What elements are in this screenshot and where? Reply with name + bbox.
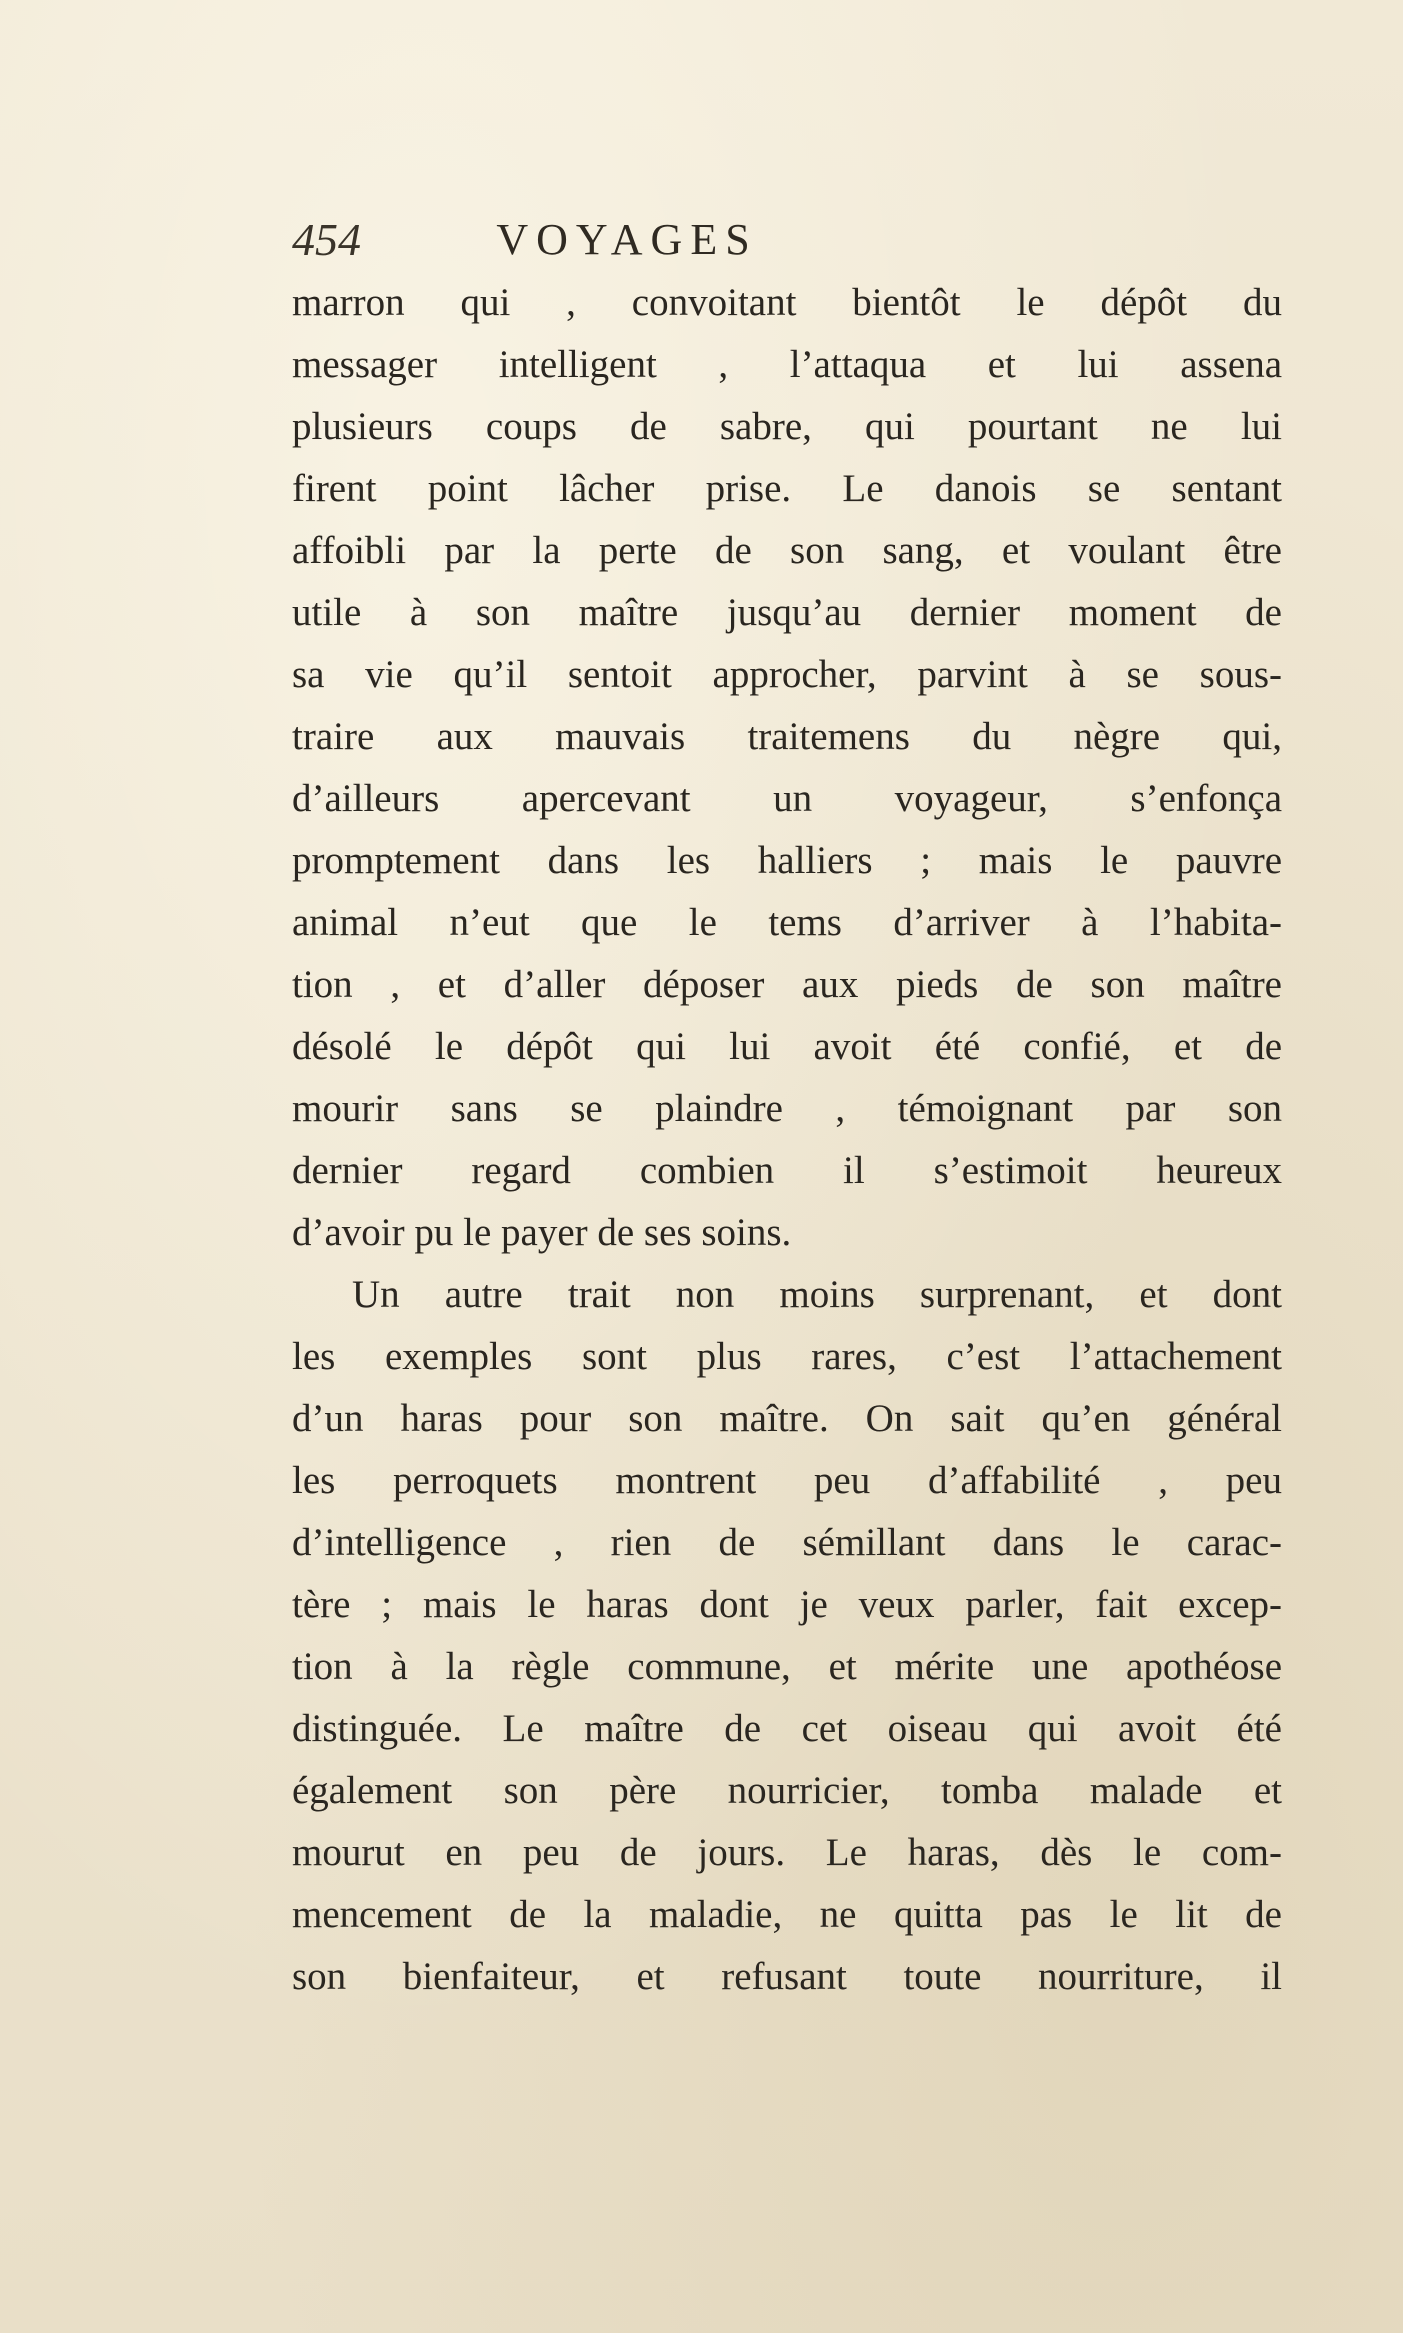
text-line: traire aux mauvais traitemens du nègre qui, bbox=[292, 715, 1282, 758]
text-line: promptement dans les halliers ; mais le pauvre bbox=[292, 839, 1282, 882]
text-line: son bienfaiteur, et refusant toute nourriture, il bbox=[292, 1955, 1282, 1998]
text-line: d’avoir pu le payer de ses soins. bbox=[292, 1211, 792, 1254]
text-line: tion , et d’aller déposer aux pieds de son maître bbox=[292, 963, 1282, 1006]
text-line: mourut en peu de jours. Le haras, dès le com- bbox=[292, 1831, 1282, 1874]
text-line: sa vie qu’il sentoit approcher, parvint à se sous- bbox=[292, 653, 1282, 696]
text-line: affoibli par la perte de son sang, et voulant être bbox=[292, 529, 1282, 572]
text-line: d’intelligence , rien de sémillant dans le carac- bbox=[292, 1521, 1282, 1564]
text-line: messager intelligent , l’attaqua et lui assena bbox=[292, 343, 1282, 386]
paragraph bbox=[292, 272, 1282, 1264]
text-line: d’ailleurs apercevant un voyageur, s’enfonça bbox=[292, 777, 1282, 820]
text-line: mourir sans se plaindre , témoignant par son bbox=[292, 1087, 1282, 1130]
text-line: les perroquets montrent peu d’affabilité , peu bbox=[292, 1459, 1282, 1502]
text-line: mencement de la maladie, ne quitta pas le lit de bbox=[292, 1893, 1282, 1936]
text-line: utile à son maître jusqu’au dernier moment de bbox=[292, 591, 1282, 634]
text-line: les exemples sont plus rares, c’est l’attachement bbox=[292, 1335, 1282, 1378]
text-line: tion à la règle commune, et mérite une apothéose bbox=[292, 1645, 1282, 1688]
text-line: animal n’eut que le tems d’arriver à l’habita- bbox=[292, 901, 1282, 944]
text-line: plusieurs coups de sabre, qui pourtant ne lui bbox=[292, 405, 1282, 448]
text-line: tère ; mais le haras dont je veux parler, fait excep- bbox=[292, 1583, 1282, 1626]
body-text bbox=[292, 272, 1282, 2008]
page-text-block bbox=[292, 208, 1282, 2008]
text-line: désolé le dépôt qui lui avoit été confié, et de bbox=[292, 1025, 1282, 1068]
text-line: d’un haras pour son maître. On sait qu’en général bbox=[292, 1397, 1282, 1440]
text-line: distinguée. Le maître de cet oiseau qui avoit été bbox=[292, 1707, 1282, 1750]
text-line: également son père nourricier, tomba malade et bbox=[292, 1769, 1282, 1812]
page-number: 454 bbox=[292, 214, 361, 265]
running-title: VOYAGES bbox=[496, 215, 758, 264]
text-line: Un autre trait non moins surprenant, et dont bbox=[352, 1273, 1282, 1316]
paragraph bbox=[292, 1264, 1282, 2008]
text-line: firent point lâcher prise. Le danois se sentant bbox=[292, 467, 1282, 510]
text-line: dernier regard combien il s’estimoit heureux bbox=[292, 1149, 1282, 1192]
text-line: marron qui , convoitant bientôt le dépôt du bbox=[292, 281, 1282, 324]
page-header bbox=[292, 208, 1282, 272]
